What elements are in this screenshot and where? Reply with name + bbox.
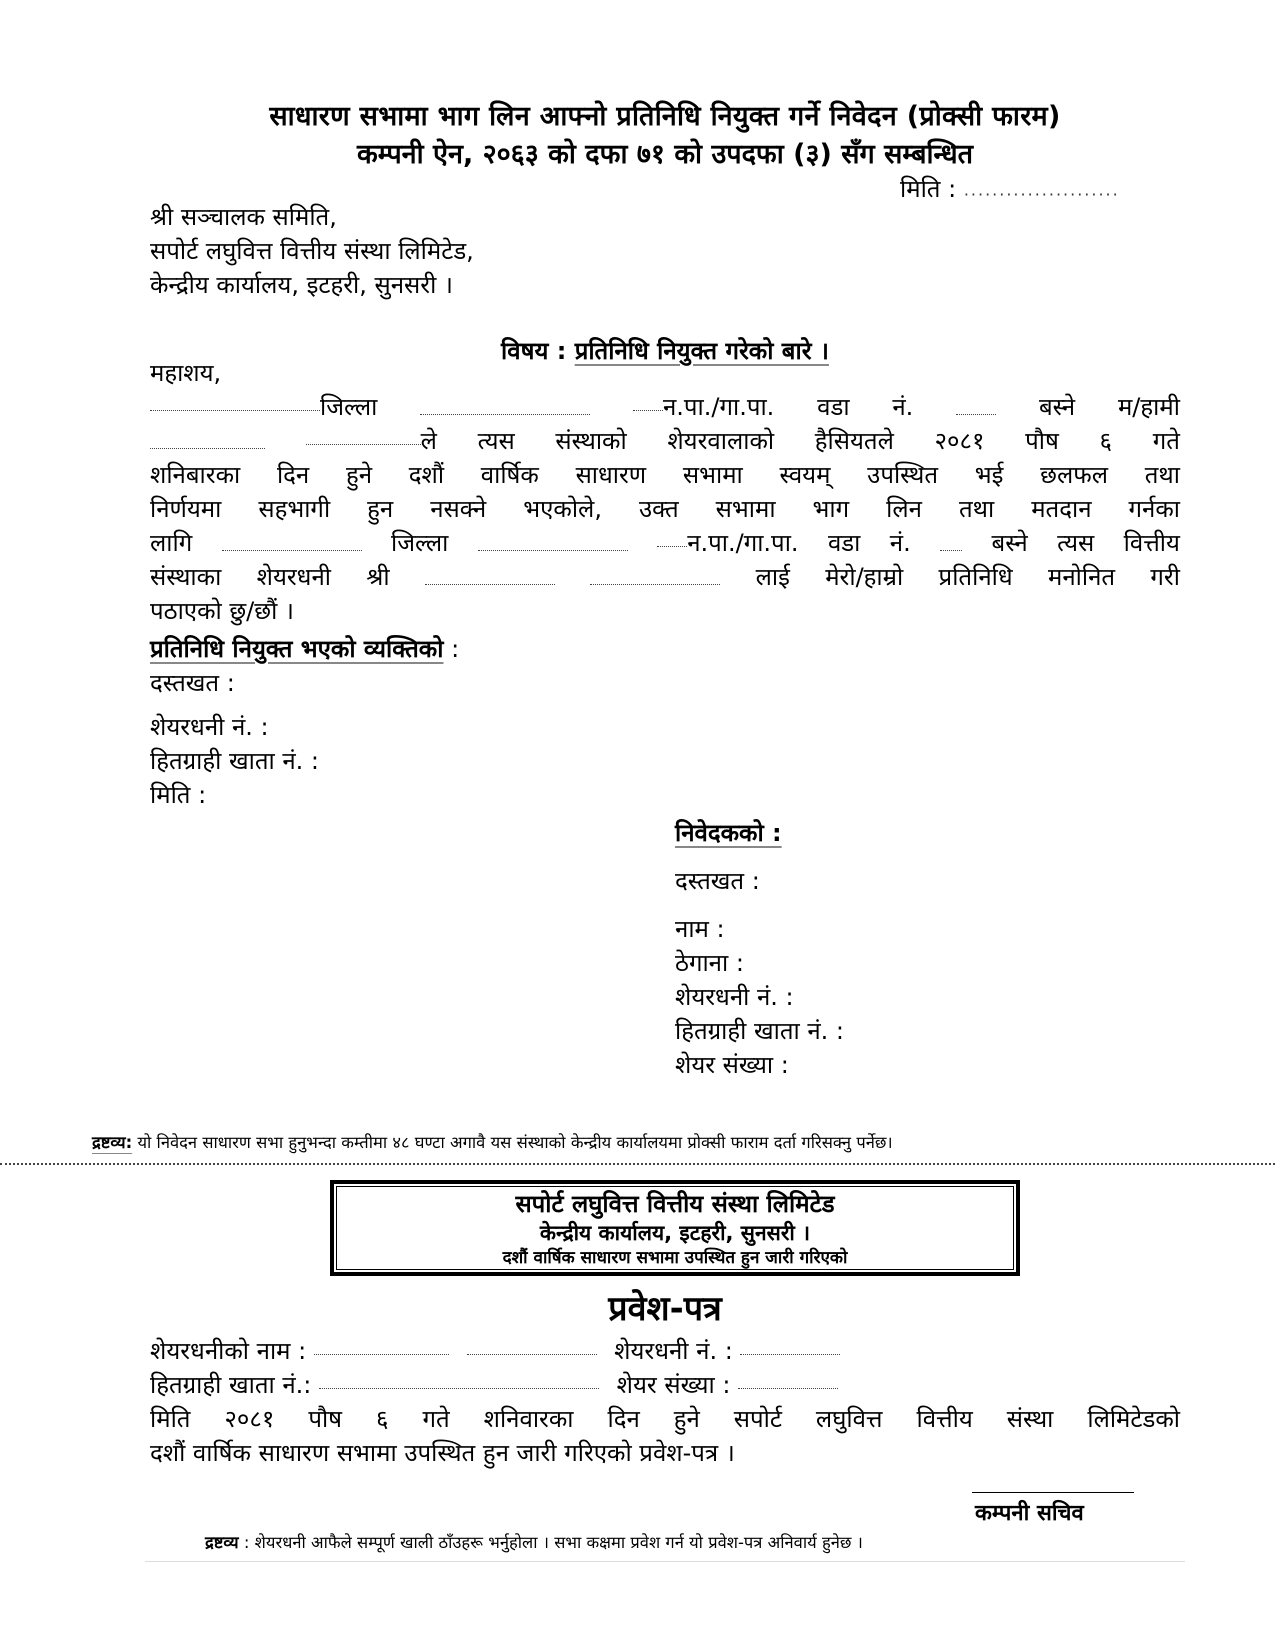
entry-pass-note	[205, 1530, 863, 1553]
proxy-district-blank[interactable]	[222, 550, 362, 551]
account-no-blank[interactable]	[319, 1388, 599, 1389]
proxy-date-field[interactable]: मिति :	[150, 781, 207, 809]
proxy-municipality-prefix-blank[interactable]	[657, 546, 687, 547]
district-blank[interactable]	[150, 410, 320, 411]
municipality-blank[interactable]	[420, 414, 590, 415]
shareholder-no-blank[interactable]	[740, 1354, 840, 1355]
entry-name-row: शेयरधनीको नाम : शेयरधनी नं. :	[150, 1334, 840, 1367]
applicant-shareholder-no-field[interactable]: शेयरधनी नं. :	[675, 983, 794, 1011]
subject-text: प्रतिनिधि नियुक्त गरेको बारे ।	[574, 337, 829, 365]
entry-pass-text-line-2: दशौं वार्षिक साधारण सभामा उपस्थित हुन जारी गरिएको प्रवेश-पत्र ।	[150, 1439, 735, 1467]
letter-line-3: शनिबारका दिन हुने दशौं वार्षिक साधारण सभामा स्वयम् उपस्थित भई छलफल तथा	[150, 461, 1180, 489]
letter-line-6: संस्थाका शेयरधनी श्री लाई मेरो/हाम्रो प्रतिनिधि मनोनित गरी	[150, 563, 1180, 591]
proxy-person-heading: प्रतिनिधि नियुक्त भएको व्यक्तिको :	[150, 635, 460, 663]
applicant-account-no-field[interactable]: हितग्राही खाता नं. :	[675, 1017, 845, 1045]
applicant-signature-field[interactable]: दस्तखत :	[675, 867, 760, 895]
shareholder-name-blank-1[interactable]	[314, 1354, 449, 1355]
applicant-share-count-field[interactable]: शेयर संख्या :	[675, 1051, 789, 1079]
entry-pass-title: प्रवेश-पत्र	[608, 1289, 722, 1329]
share-count-blank[interactable]	[738, 1388, 838, 1389]
date-blank[interactable]: ......................	[963, 180, 1120, 200]
proxy-name-blank-2[interactable]	[590, 584, 720, 585]
company-address: केन्द्रीय कार्यालय, इटहरी, सुनसरी ।	[539, 1221, 811, 1245]
company-secretary-label: कम्पनी सचिव	[975, 1501, 1084, 1526]
salutation: महाशय,	[150, 359, 222, 387]
shareholder-name-blank-2[interactable]	[467, 1354, 597, 1355]
entry-pass-purpose: दशौं वार्षिक साधारण सभामा उपस्थित हुन जारी गरिएको	[502, 1248, 848, 1268]
applicant-heading: निवेदकको :	[675, 819, 782, 847]
proxy-municipality-blank[interactable]	[478, 550, 628, 551]
letter-line-4: निर्णयमा सहभागी हुन नसक्ने भएकोले, उक्त सभामा भाग लिन तथा मतदान गर्नका	[150, 495, 1180, 523]
addressee-line-3: केन्द्रीय कार्यालय, इटहरी, सुनसरी ।	[150, 271, 454, 299]
entry-pass-text-line-1: मिति २०८१ पौष ६ गते शनिवारका दिन हुने सपोर्ट लघुवित्त वित्तीय संस्था लिमिटेडको	[150, 1405, 1180, 1433]
applicant-name-blank-1[interactable]	[150, 448, 265, 449]
bottom-rule	[145, 1561, 1185, 1562]
letter-line-7: पठाएको छु/छौं ।	[150, 597, 295, 625]
date-label: मिति :	[900, 175, 957, 203]
subject-label: विषय :	[501, 337, 567, 365]
form-title: साधारण सभामा भाग लिन आफ्नो प्रतिनिधि नियुक्त गर्ने निवेदन (प्रोक्सी फारम)	[269, 101, 1061, 132]
letter-line-1: जिल्ला न.पा./गा.पा. वडा नं. बस्ने म/हामी	[150, 390, 1180, 423]
company-name: सपोर्ट लघुवित्त वित्तीय संस्था लिमिटेड	[515, 1190, 835, 1218]
addressee-line-1: श्री सञ्चालक समिति,	[150, 203, 337, 231]
proxy-ward-no-blank[interactable]	[940, 550, 962, 551]
form-subtitle-legal-reference: कम्पनी ऐन, २०६३ को दफा ७१ को उपदफा (३) सँग सम्बन्धित	[356, 139, 974, 170]
proxy-signature-field[interactable]: दस्तखत :	[150, 669, 235, 697]
proxy-shareholder-no-field[interactable]: शेयरधनी नं. :	[150, 713, 269, 741]
applicant-name-blank-2[interactable]	[306, 444, 421, 445]
proxy-name-blank-1[interactable]	[425, 584, 555, 585]
signature-line	[972, 1492, 1134, 1493]
proxy-account-no-field[interactable]: हितग्राही खाता नं. :	[150, 747, 320, 775]
addressee-line-2: सपोर्ट लघुवित्त वित्तीय संस्था लिमिटेड,	[150, 237, 474, 265]
date-field[interactable]	[900, 172, 1120, 205]
note-label: द्रष्टव्य:	[92, 1133, 133, 1152]
note2-text: : शेयरधनी आफैले सम्पूर्ण खाली ठाँउहरू भर्नुहोला । सभा कक्षमा प्रवेश गर्न यो प्रवेश-पत्र अनिवार्य हुनेछ ।	[243, 1533, 863, 1552]
ward-no-blank[interactable]	[956, 414, 996, 415]
note2-label: द्रष्टव्य	[205, 1533, 239, 1552]
applicant-address-field[interactable]: ठेगाना :	[675, 949, 744, 977]
applicant-name-field[interactable]: नाम :	[675, 915, 725, 943]
note-text: यो निवेदन साधारण सभा हुनुभन्दा कम्तीमा ४८ घण्टा अगावै यस संस्थाको केन्द्रीय कार्यालयमा प्रोक्सी फाराम दर्ता गरिसक्नु पर्नेछ।	[137, 1133, 893, 1152]
municipality-prefix-blank[interactable]	[633, 410, 663, 411]
tear-off-separator	[0, 1163, 1275, 1165]
entry-account-row: हितग्राही खाता नं.: शेयर संख्या :	[150, 1368, 838, 1401]
entry-pass-header-box	[330, 1180, 1020, 1276]
proxy-note	[92, 1130, 893, 1153]
letter-line-2: ले त्यस संस्थाको शेयरवालाको हैसियतले २०८१ पौष ६ गते	[150, 424, 1180, 457]
letter-line-5: लागि जिल्ला न.पा./गा.पा. वडा नं. बस्ने त्यस वित्तीय	[150, 529, 1180, 557]
